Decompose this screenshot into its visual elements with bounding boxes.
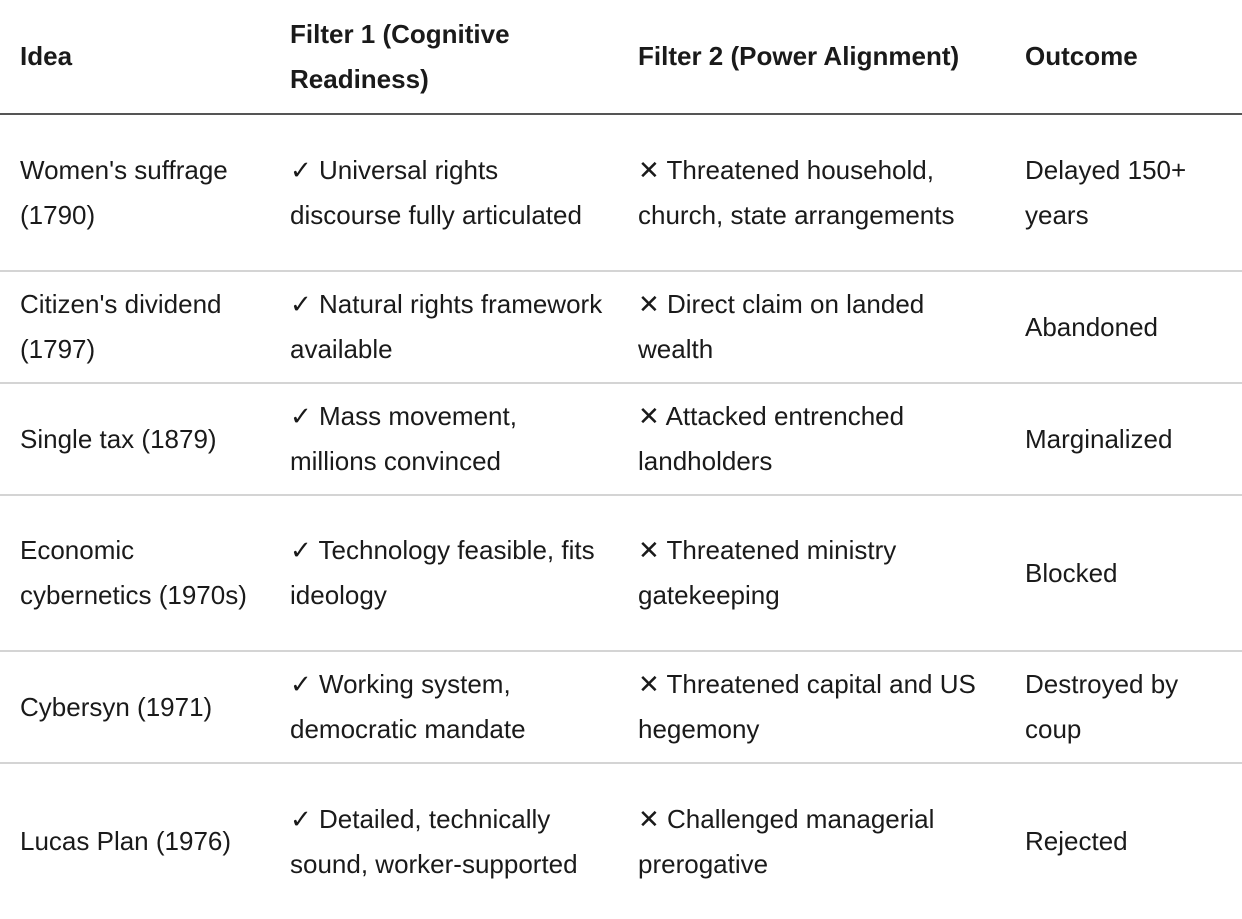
cell-filter2: ✕ Attacked entrenched landholders xyxy=(618,383,1005,495)
cell-filter2: ✕ Threatened ministry gatekeeping xyxy=(618,495,1005,651)
table-row xyxy=(0,495,1242,651)
table-row xyxy=(0,114,1242,271)
table-row xyxy=(0,271,1242,383)
cell-idea: Cybersyn (1971) xyxy=(0,651,270,763)
table-body xyxy=(0,114,1242,919)
table-row xyxy=(0,651,1242,763)
header-row xyxy=(0,0,1242,114)
cell-filter2: ✕ Direct claim on landed wealth xyxy=(618,271,1005,383)
cell-filter1: ✓ Universal rights discourse fully articulated xyxy=(270,114,618,271)
cell-outcome: Rejected xyxy=(1025,826,1128,856)
cell-idea: Single tax (1879) xyxy=(0,383,270,495)
table-row xyxy=(0,763,1242,919)
cell-filter1: ✓ Detailed, technically sound, worker-supported xyxy=(290,803,578,879)
cell-idea: Lucas Plan (1976) xyxy=(20,826,232,856)
header-outcome: Outcome xyxy=(1005,0,1242,114)
cell-outcome: Abandoned xyxy=(1005,271,1242,383)
cell-idea: Citizen's dividend (1797) xyxy=(0,271,270,383)
cell-filter2: ✕ Threatened household, church, state arrangements xyxy=(618,114,1005,271)
cell-outcome: Blocked xyxy=(1005,495,1242,651)
table-row xyxy=(0,383,1242,495)
cell-filter2: ✕ Threatened capital and US hegemony xyxy=(618,651,1005,763)
cell-filter1: ✓ Working system, democratic mandate xyxy=(270,651,618,763)
cell-idea: Women's suffrage (1790) xyxy=(0,114,270,271)
cell-filter2: ✕ Challenged managerial prerogative xyxy=(638,803,935,879)
cell-filter1: ✓ Mass movement, millions convinced xyxy=(270,383,618,495)
cell-filter1: ✓ Natural rights framework available xyxy=(270,271,618,383)
cell-outcome: Marginalized xyxy=(1005,383,1242,495)
header-filter1: Filter 1 (Cognitive Readiness) xyxy=(270,0,618,114)
header-filter2: Filter 2 (Power Alignment) xyxy=(618,0,1005,114)
header-idea: Idea xyxy=(0,0,270,114)
cell-filter1: ✓ Technology feasible, fits ideology xyxy=(270,495,618,651)
cell-outcome: Destroyed by coup xyxy=(1005,651,1242,763)
cell-outcome: Delayed 150+ years xyxy=(1005,114,1242,271)
table-header xyxy=(0,0,1242,114)
cell-idea: Economic cybernetics (1970s) xyxy=(0,495,270,651)
